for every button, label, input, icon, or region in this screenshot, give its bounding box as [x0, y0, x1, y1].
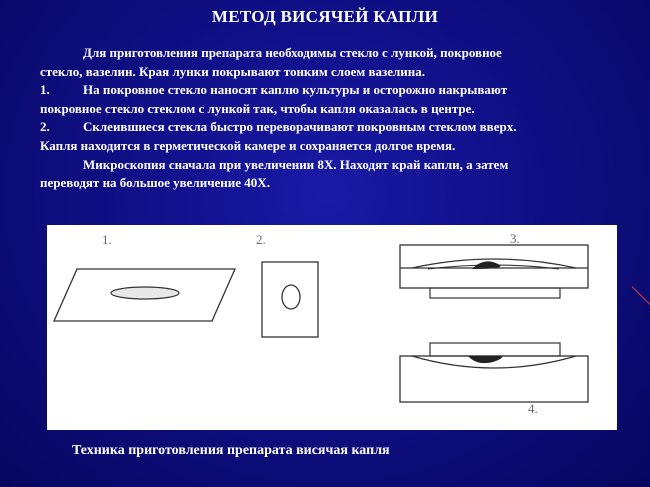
decorative-line [632, 286, 650, 305]
microscopy-line-1: Микроскопия сначала при увеличении 8Х. Находят край капли, а затем [83, 156, 509, 172]
step-3-assembly-drawing [400, 245, 588, 298]
intro-line-2: стекло, вазелин. Края лунки покрывают тонким слоем вазелина. [40, 63, 425, 79]
slide-title: МЕТОД ВИСЯЧЕЙ КАПЛИ [211, 7, 439, 26]
figure-label-2: 2. [256, 232, 266, 247]
step-2-number: 2. [40, 119, 50, 135]
hanging-drop-diagram [47, 225, 617, 430]
hanging-drop-figure [47, 225, 617, 430]
microscopy-line-2: переводят на большое увеличение 40Х. [40, 175, 270, 191]
figure-label-4: 4. [528, 401, 538, 416]
slide-body-text [40, 44, 630, 193]
step-2-coverslip-drawing [262, 262, 318, 337]
step-1-slide-drawing [54, 269, 235, 321]
step-1-text: На покровное стекло наносят каплю культуры и осторожно накрывают [83, 82, 508, 98]
step-2-text: Склеившиеся стекла быстро переворачивают покровным стеклом вверх. [83, 119, 517, 135]
figure-caption: Техника приготовления препарата висячая капля [72, 443, 390, 458]
step-1-line-1 [40, 81, 630, 100]
step-1-line-2: покровное стекло стеклом с лункой так, чтобы капля оказалась в центре. [40, 100, 475, 116]
step-2-line-2: Капля находится в герметической камере и сохраняется долгое время. [40, 137, 456, 153]
intro-line-1: Для приготовления препарата необходимы стекло с лункой, покровное [83, 45, 502, 60]
figure-label-1: 1. [102, 232, 112, 247]
step-1-number: 1. [40, 82, 50, 98]
step-2-line-1 [40, 118, 630, 137]
step-4-inverted-drawing [400, 343, 588, 402]
figure-label-3: 3. [510, 231, 520, 246]
